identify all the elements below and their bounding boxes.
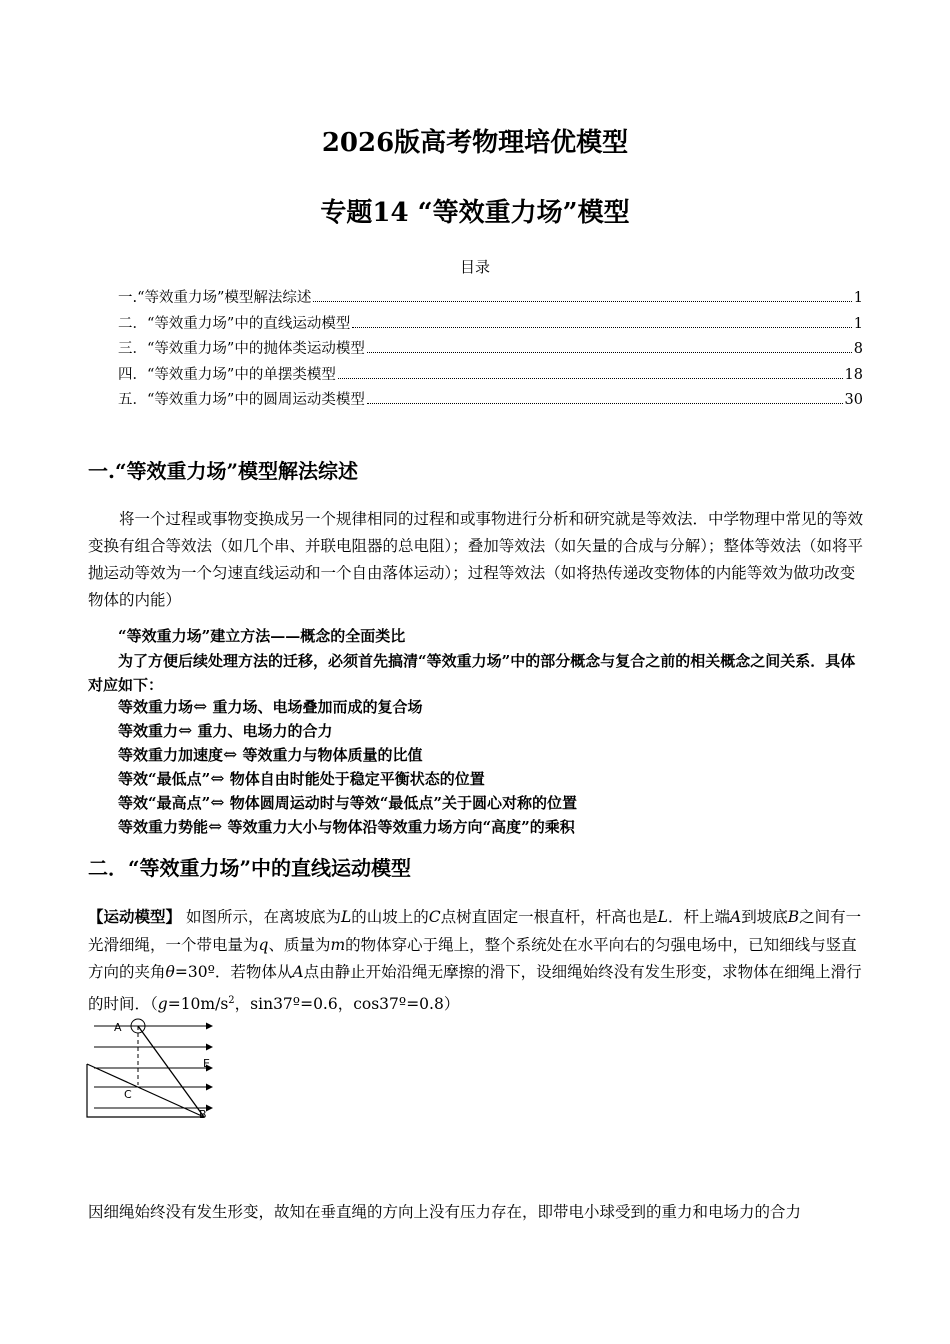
- double-arrow-icon: ⇔: [210, 793, 225, 813]
- double-arrow-icon: ⇔: [208, 817, 223, 837]
- model-label: 【运动模型】: [88, 907, 182, 926]
- equivalence-row: [118, 744, 423, 765]
- var-theta: θ: [165, 963, 175, 981]
- slope-surface: [87, 1064, 204, 1117]
- var-C: C: [428, 908, 441, 926]
- equivalence-right: 等效重力大小与物体沿等效重力场方向“高度”的乘积: [227, 818, 575, 836]
- section1-heading: 一.“等效重力场”模型解法综述: [88, 459, 358, 483]
- equivalence-right: 等效重力与物体质量的比值: [242, 746, 423, 764]
- method-description: 为了方便后续处理方法的迁移，必须首先搞清“等效重力场”中的部分概念与复合之前的相关概念之间关系．具体对应如下：: [88, 652, 856, 694]
- method-title: “等效重力场”建立方法——概念的全面类比: [118, 627, 406, 645]
- text-run: ，sin37º=0.6，cos37º=0.8）: [234, 994, 460, 1013]
- label-B: B: [199, 1108, 207, 1121]
- toc-item-label: 五．“等效重力场”中的圆周运动类模型: [118, 392, 365, 408]
- rope: [138, 1026, 204, 1117]
- label-C: C: [124, 1088, 132, 1101]
- toc-leader: [367, 403, 843, 404]
- equivalence-left: 等效重力加速度: [118, 746, 224, 764]
- toc-leader: [338, 378, 843, 379]
- text-run: =10m/s: [167, 994, 229, 1013]
- equivalence-row: [118, 816, 575, 837]
- page-title: 2026版高考物理培优模型: [321, 128, 629, 158]
- equivalence-left: 等效“最低点”: [118, 770, 211, 788]
- toc-leader: [367, 352, 852, 353]
- page-subtitle: 专题14 “等效重力场”模型: [320, 198, 630, 228]
- var-L: L: [340, 908, 352, 926]
- equivalence-left: 等效重力场: [118, 698, 194, 716]
- toc-item[interactable]: [118, 363, 863, 389]
- toc-item-label: 二．“等效重力场”中的直线运动模型: [118, 315, 351, 332]
- toc-item-label: 三．“等效重力场”中的抛体类运动模型: [118, 341, 365, 357]
- double-arrow-icon: ⇔: [223, 745, 238, 765]
- toc-item-page: 1: [853, 290, 863, 306]
- toc-item[interactable]: [118, 337, 863, 363]
- double-arrow-icon: ⇔: [178, 721, 193, 741]
- text-run: 点由静止开始沿绳无摩擦的滑下，设细绳始终没有发生形变，求物体在细绳上滑行的时间．（: [88, 963, 862, 1013]
- double-arrow-icon: ⇔: [210, 769, 225, 789]
- equivalence-left: 等效“最高点”: [118, 794, 211, 812]
- text-run: 的物体穿心于绳上，整个系统处在水平向右的匀强电场中，已知细线与竖直方向的夹角: [88, 935, 857, 981]
- superscript: 2: [228, 994, 235, 1006]
- var-A: A: [292, 963, 304, 981]
- section1-paragraph: 将一个过程或事物变换成另一个规律相同的过程和或事物进行分析和研究就是等效法．中学物理中常见的等效变换有组合等效法（如几个串、并联电阻器的总电阻）；叠加等效法（如矢量的合成与分解）；整体等效法（如将平抛运动等效为一个匀速直线运动和一个自由落体运动）；过程等效法（如将热传递改变物体的内能等效为做功改变物体的内能）: [88, 510, 864, 609]
- toc-item-page: 18: [844, 366, 863, 383]
- toc-item-page: 8: [853, 341, 863, 357]
- equivalence-right: 重力场、电场叠加而成的复合场: [212, 698, 423, 716]
- toc-leader: [352, 327, 851, 328]
- label-A: A: [114, 1021, 122, 1034]
- section2-heading: 二．“等效重力场”中的直线运动模型: [88, 856, 412, 880]
- var-g: g: [157, 994, 168, 1013]
- equivalence-row: [118, 792, 577, 813]
- toc-item[interactable]: [118, 312, 863, 338]
- equivalence-row: [118, 768, 485, 789]
- var-L: L: [657, 908, 668, 926]
- equivalence-right: 物体圆周运动时与等效“最低点”关于圆心对称的位置: [229, 794, 578, 812]
- text-run: 之间有一光滑细绳，一个带电量为: [88, 908, 862, 954]
- toc-item-label: 四．“等效重力场”中的单摆类模型: [118, 366, 336, 383]
- equivalence-right: 物体自由时能处于稳定平衡状态的位置: [229, 770, 485, 788]
- toc-item-label: 一.“等效重力场”模型解法综述: [118, 290, 312, 306]
- text-run: 的山坡上的: [351, 908, 429, 926]
- equivalence-row: [118, 696, 423, 717]
- table-of-contents: [118, 286, 863, 414]
- text-run: =30º．若物体从: [174, 963, 293, 981]
- slope-figure: [86, 1016, 216, 1124]
- text-run: ．杆上端: [667, 908, 730, 926]
- toc-item[interactable]: [118, 286, 863, 312]
- toc-item-page: 1: [853, 315, 863, 332]
- var-m: m: [330, 935, 346, 954]
- toc-leader: [313, 301, 851, 302]
- equivalence-right: 重力、电场力的合力: [197, 722, 333, 740]
- solution-text: 因细绳始终没有发生形变，故知在垂直绳的方向上没有压力存在，即带电小球受到的重力和电场力的合力: [88, 1203, 802, 1221]
- equivalence-left: 等效重力: [118, 722, 179, 740]
- equivalence-row: [118, 720, 333, 741]
- text-run: 、质量为: [268, 935, 331, 954]
- var-B: B: [787, 908, 800, 926]
- motion-model-paragraph: [88, 903, 864, 1018]
- toc-item[interactable]: [118, 388, 863, 414]
- toc-item-page: 30: [844, 392, 863, 408]
- text-run: 如图所示，在离坡底为: [185, 908, 341, 926]
- toc-heading: 目录: [459, 258, 490, 276]
- equivalence-left: 等效重力势能: [118, 818, 209, 836]
- double-arrow-icon: ⇔: [193, 697, 208, 717]
- label-E: E: [203, 1057, 210, 1070]
- text-run: 到坡底: [741, 908, 788, 926]
- text-run: 点树直固定一根直杆，杆高也是: [440, 908, 658, 926]
- var-q: q: [258, 935, 269, 954]
- var-A: A: [729, 908, 742, 926]
